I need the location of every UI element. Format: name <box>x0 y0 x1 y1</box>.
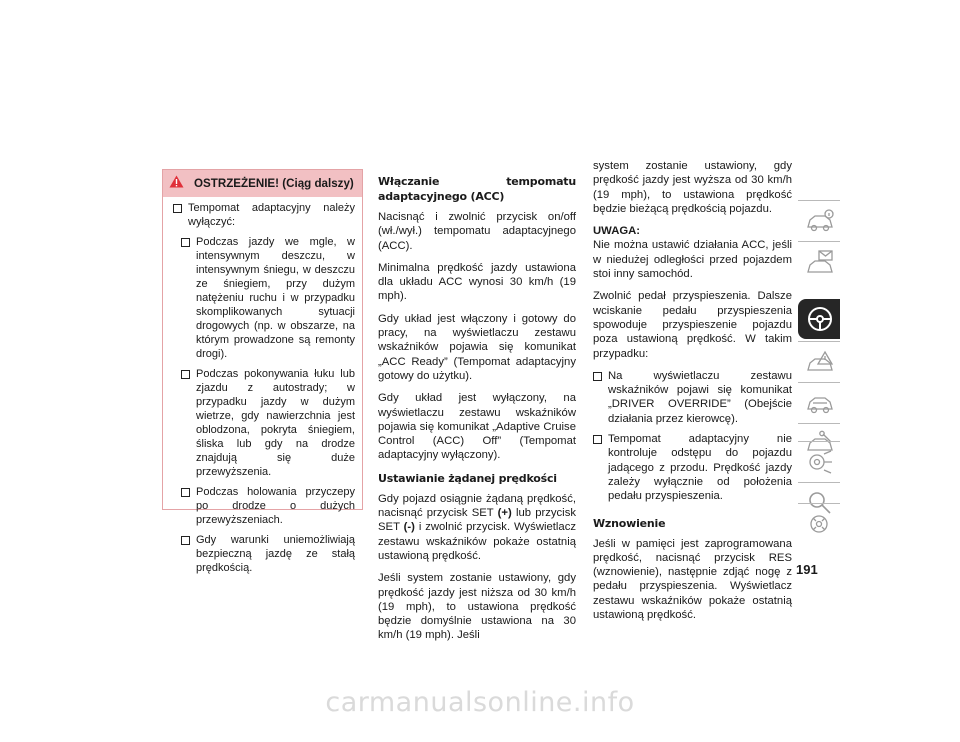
paragraph: system zostanie ustawiony, gdy prędkość jazdy jest wyższa od 30 km/h (19 mph), to ustawiona prędkość będzie bieżącą prędkością pojazdu. <box>593 160 792 215</box>
section-heading-acc-on: Włączanie tempomatu adaptacyjnego (ACC) <box>378 175 576 203</box>
checkbox-bullet-icon <box>173 204 182 213</box>
paragraph: Gdy układ jest wyłączony, na wyświetlaczu zestawu wskaźników pojawia się komunikat „Adaptive Cruise Control (ACC) Off” (Tempomat adaptacyjny wyłączony). <box>378 392 576 462</box>
car-mail-icon[interactable] <box>798 241 840 281</box>
paragraph: Jeśli w pamięci jest zaprogramowana prędkość, nacisnąć przycisk RES (wznowienie), następnie zdjąć nogę z pedału przyspieszenia. Wyświetlacz zestawu wskaźników pokaże ostatnią ustawioną prędkość. <box>593 537 792 622</box>
list-item: Podczas pokonywania łuku lub zjazdu z autostrady; w przypadku jazdy w dużym wietrze, gdy nawierzchnia jest oblodzona, pokryta śniegiem, śliska lub gdy na drodze znajdują się duże przewyższenia. <box>181 367 355 479</box>
paragraph: Jeśli system zostanie ustawiony, gdy prędkość jazdy jest niższa od 30 km/h (19 mph), to ustawiona prędkość będzie domyślnie ustawiona na 30 km/h (19 mph). Jeśli <box>378 572 576 642</box>
list-item: Tempomat adaptacyjny nie kontroluje odstępu do pojazdu jadącego z przodu. Prędkość jazdy zależy wyłącznie od położenia pedału przyspieszenia. <box>593 432 792 503</box>
checkbox-bullet-icon <box>593 372 602 381</box>
warning-box <box>162 169 363 574</box>
warning-triangle-icon <box>169 175 184 193</box>
checkbox-bullet-icon <box>181 238 190 247</box>
list-item: Podczas holowania przyczepy po drodze o dużych przewyższeniach. <box>181 485 355 527</box>
warning-sublist <box>173 235 355 575</box>
note-label: UWAGA: <box>593 225 641 238</box>
warning-header <box>163 170 362 197</box>
car-spec-icon[interactable] <box>798 441 840 481</box>
section-heading-resume: Wznowienie <box>593 516 666 530</box>
note-text: Nie można ustawić działania ACC, jeśli w niedużej odległości przed pojazdem stoi inny samochód. <box>593 239 792 281</box>
car-service-icon[interactable] <box>798 382 840 422</box>
paragraph: Gdy pojazd osiągnie żądaną prędkość, nacisnąć przycisk SET (+) lub przycisk SET (-) i zwolnić przycisk. Wyświetlacz zestawu wskaźników pokaże ostatnią ustawioną prędkość. <box>378 492 576 562</box>
settings-multilang-icon[interactable] <box>798 503 840 543</box>
paragraph: Zwolnić pedał przyspieszenia. Dalsze wciskanie pedału przyspieszenia spowoduje przyspieszenie pojazdu poza ustawioną prędkość. W takim przypadku: <box>593 290 792 360</box>
warning-title: OSTRZEŻENIE! (Ciąg dalszy) <box>194 177 354 190</box>
paragraph: Minimalna prędkość jazdy ustawiona dla układu ACC wynosi 30 km/h (19 mph). <box>378 261 576 303</box>
checkbox-bullet-icon <box>593 435 602 444</box>
paragraph: Gdy układ jest włączony i gotowy do pracy, na wyświetlaczu zestawu wskaźników pojawia się komunikat „ACC Ready” (Tempomat adaptacyjny gotowy do użytku). <box>378 312 576 382</box>
watermark: carmanualsonline.info <box>325 687 635 718</box>
right-column <box>593 159 792 630</box>
checkbox-bullet-icon <box>181 488 190 497</box>
section-heading-set-speed: Ustawianie żądanej prędkości <box>378 471 557 485</box>
list-item: Gdy warunki uniemożliwiają bezpieczną jazdę ze stałą prędkością. <box>181 533 355 575</box>
steering-wheel-icon[interactable] <box>798 299 840 339</box>
list-item: Podczas jazdy we mgle, w intensywnym deszczu, w intensywnym śniegu, w deszczu ze śniegiem, przy dużym natężeniu ruchu i w przypadku skomplikowanych sytuacji drogowych (np. w obszarze, na którym prowadzone są remonty drogi). <box>181 235 355 361</box>
page-number: 191 <box>796 562 818 577</box>
checkbox-bullet-icon <box>181 536 190 545</box>
list-item: Na wyświetlaczu zestawu wskaźników pojawi się komunikat „DRIVER OVERRIDE” (Obejście działania przez kierowcę). <box>593 369 792 426</box>
warning-intro: Tempomat adaptacyjny należy wyłączyć: <box>173 201 355 229</box>
note <box>593 224 792 281</box>
middle-column <box>378 174 576 651</box>
warning-body <box>163 197 362 575</box>
checkbox-bullet-icon <box>181 370 190 379</box>
paragraph: Nacisnąć i zwolnić przycisk on/off (wł./wył.) tempomatu adaptacyjnego (ACC). <box>378 211 576 252</box>
car-warning-icon[interactable] <box>798 341 840 381</box>
car-info-icon[interactable] <box>798 200 840 240</box>
